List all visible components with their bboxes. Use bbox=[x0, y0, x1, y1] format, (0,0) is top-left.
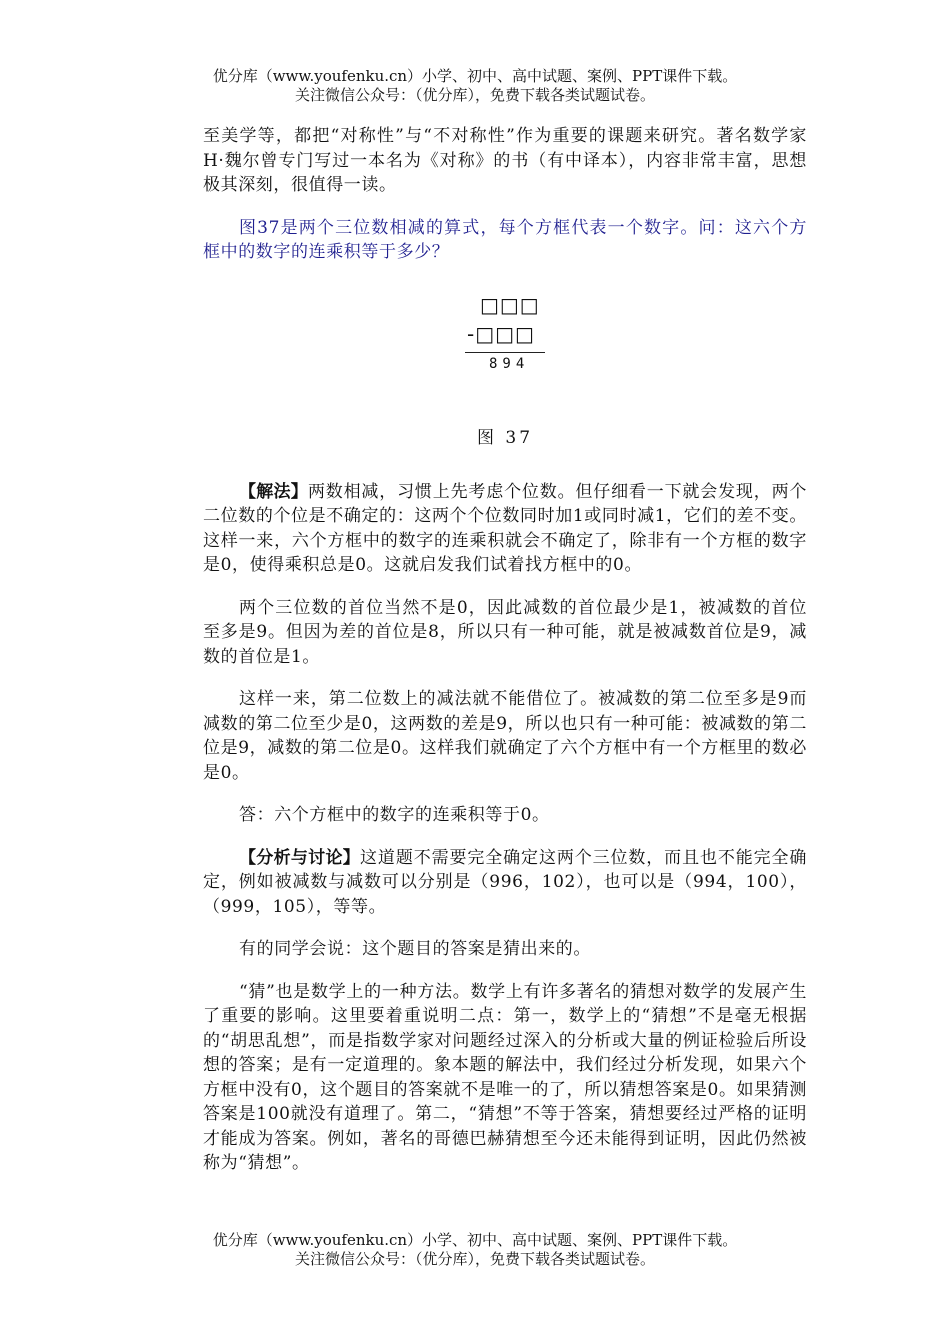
figure-caption: 图 37 bbox=[476, 427, 534, 448]
problem-statement: 图37是两个三位数相减的算式，每个方框代表一个数字。问：这六个方框中的数字的连乘积等于多少？ bbox=[203, 217, 807, 262]
difference-value: 894 bbox=[489, 355, 530, 372]
page-footer bbox=[0, 1231, 950, 1269]
analysis-text: 这道题不需要完全确定这两个三位数，而且也不能完全确定，例如被减数与减数可以分别是（996，102），也可以是（994，100），（999，105），等等。 bbox=[203, 847, 808, 917]
paragraph-second-digit: 这样一来，第二位数上的减法就不能借位了。被减数的第二位至多是9而减数的第二位至少是0，这两数的差是9，所以也只有一种可能：被减数的第二位是9，减数的第二位是0。这样我们就确定了六个方框中有一个方框里的数必是0。 bbox=[203, 689, 807, 783]
header-line-1: 优分库（www.youfenku.cn）小学、初中、高中试题、案例、PPT课件下载。 bbox=[212, 67, 738, 85]
solution-paragraph bbox=[203, 480, 807, 578]
paragraph-conjecture: “猜”也是数学上的一种方法。数学上有许多著名的猜想对数学的发展产生了重要的影响。这里要着重说明二点：第一，数学上的“猜想”不是毫无根据的“胡思乱想”，而是指数学家对问题经过深入的分析或大量的例证检验后所设想的答案；是有一定道理的。象本题的解法中，我们经过分析发现，如果六个方框中没有0，这个题目的答案就不是唯一的了，所以猜想答案是0。如果猜测答案是100就没有道理了。第二，“猜想”不等于答案，猜想要经过严格的证明才能成为答案。例如，著名的哥德巴赫猜想至今还未能得到证明，因此仍然被称为“猜想”。 bbox=[203, 981, 807, 1173]
subtrahend-boxes: -□□□ bbox=[467, 321, 535, 346]
footer-line-2: 关注微信公众号：（优分库），免费下载各类试题试卷。 bbox=[294, 1250, 655, 1268]
subtraction-rule bbox=[465, 352, 545, 353]
intro-paragraph: 至美学等，都把“对称性”与“不对称性”作为重要的课题来研究。著名数学家H·魏尔曾专门写过一本名为《对称》的书（有中译本），内容非常丰富，思想极其深刻，很值得一读。 bbox=[203, 126, 807, 195]
solution-label: 【解法】 bbox=[239, 481, 308, 502]
paragraph-guess-question: 有的同学会说：这个题目的答案是猜出来的。 bbox=[239, 939, 591, 959]
answer-paragraph: 答：六个方框中的数字的连乘积等于0。 bbox=[239, 805, 550, 825]
figure-37-subtraction bbox=[203, 283, 807, 411]
paragraph-first-digit: 两个三位数的首位当然不是0，因此减数的首位最少是1，被减数的首位至多是9。但因为差的首位是8，所以只有一种可能，就是被减数首位是9，减数的首位是1。 bbox=[203, 597, 807, 667]
minuend-boxes: □□□ bbox=[480, 292, 540, 317]
analysis-label: 【分析与讨论】 bbox=[239, 847, 361, 868]
footer-line-1: 优分库（www.youfenku.cn）小学、初中、高中试题、案例、PPT课件下载。 bbox=[212, 1231, 738, 1249]
document-body bbox=[203, 124, 807, 1194]
header-line-2: 关注微信公众号：（优分库），免费下载各类试题试卷。 bbox=[294, 86, 655, 104]
solution-text: 两数相减，习惯上先考虑个位数。但仔细看一下就会发现，两个二位数的个位是不确定的：这两个个位数同时加1或同时减1，它们的差不变。这样一来，六个方框中的数字的连乘积就会不确定了，除非有一个方框的数字是0，使得乘积总是0。这就启发我们试着找方框中的0。 bbox=[203, 481, 807, 575]
analysis-paragraph bbox=[203, 846, 807, 920]
page-header bbox=[0, 67, 950, 105]
